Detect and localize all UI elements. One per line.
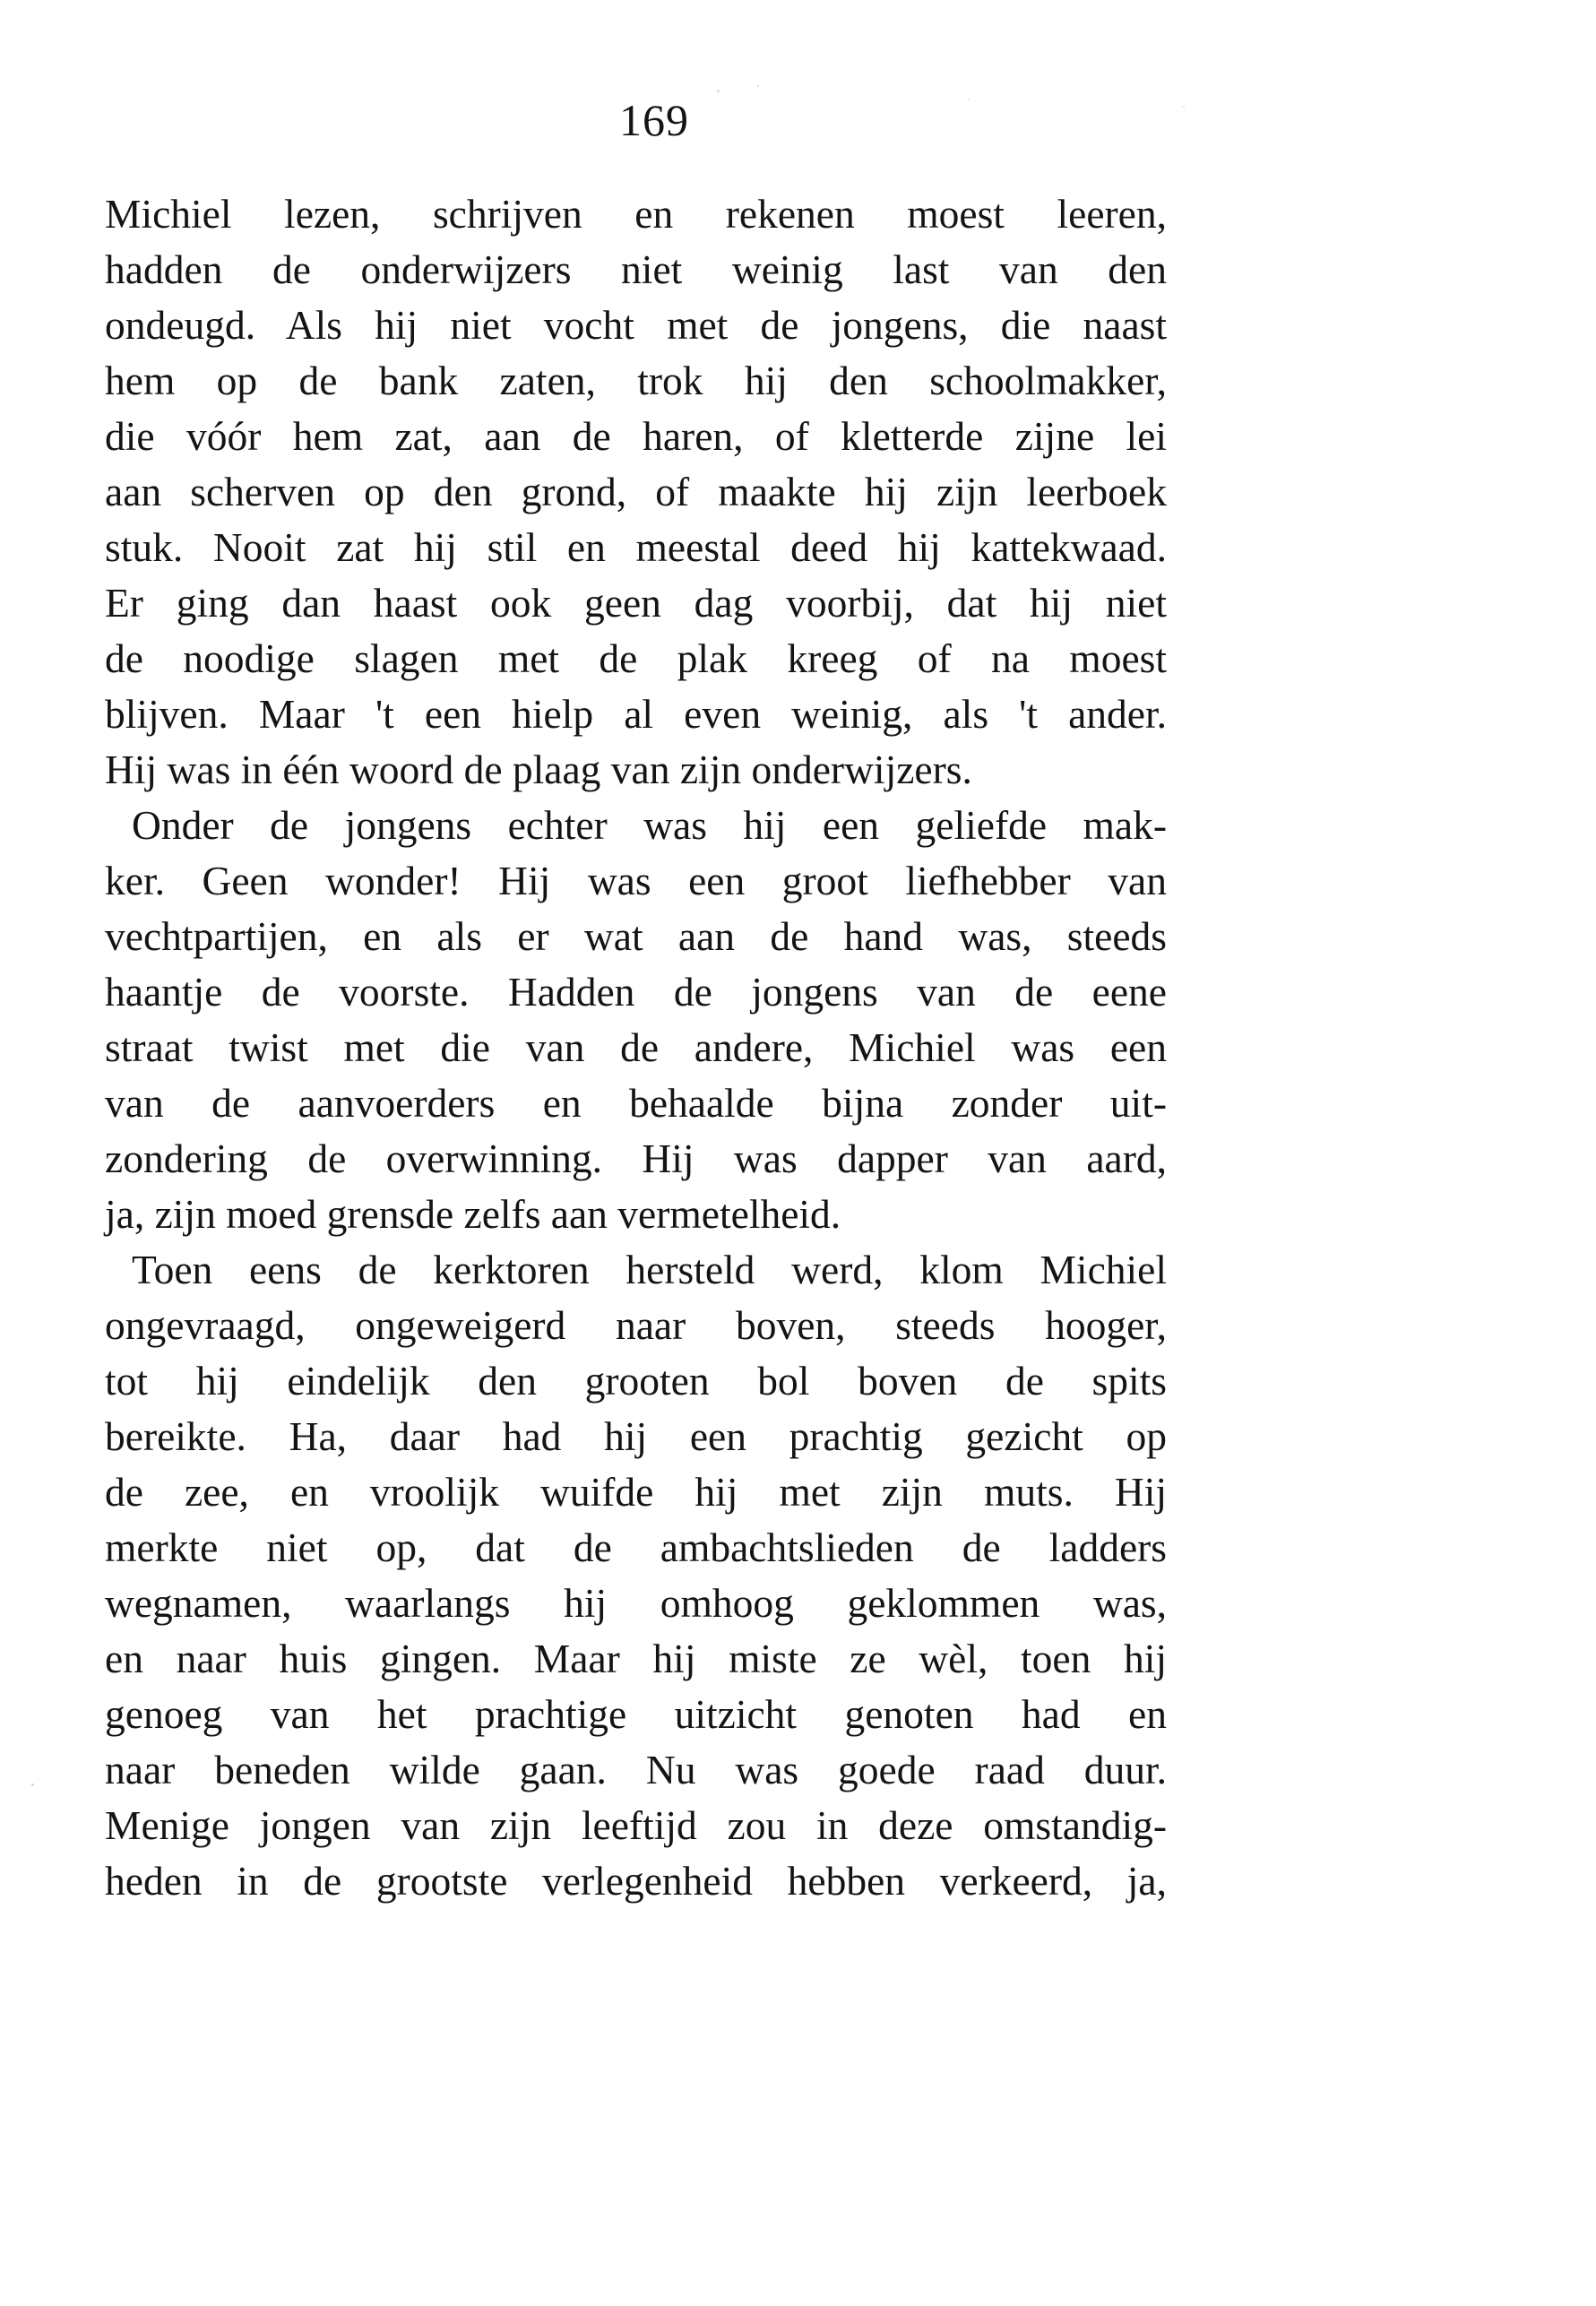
text-line: en naar huis gingen. Maar hij miste ze wèl, toen hij	[105, 1636, 1167, 1681]
scan-speck	[757, 85, 759, 87]
text-line: aan scherven op den grond, of maakte hij zijn leerboek	[105, 469, 1167, 514]
page-number: 169	[619, 95, 689, 145]
text-line: genoeg van het prachtige uitzicht genoten had en	[105, 1691, 1167, 1737]
scan-speck	[717, 90, 720, 92]
text-line: straat twist met die van de andere, Michiel was een	[105, 1024, 1167, 1070]
text-line: Onder de jongens echter was hij een geliefde mak-	[132, 802, 1167, 848]
text-line: haantje de voorste. Hadden de jongens van de eene	[105, 969, 1167, 1015]
text-line: merkte niet op, dat de ambachtslieden de ladders	[105, 1524, 1167, 1570]
text-line: hadden de onderwijzers niet weinig last van den	[105, 246, 1167, 292]
text-line: tot hij eindelijk den grooten bol boven de spits	[105, 1358, 1167, 1403]
text-line: ongevraagd, ongeweigerd naar boven, steeds hooger,	[105, 1302, 1167, 1348]
text-line: heden in de grootste verlegenheid hebben verkeerd, ja,	[105, 1858, 1167, 1904]
body-text	[105, 186, 1167, 1909]
text-line: zondering de overwinning. Hij was dapper van aard,	[105, 1136, 1167, 1181]
text-line: hem op de bank zaten, trok hij den schoolmakker,	[105, 358, 1167, 403]
text-line: die vóór hem zat, aan de haren, of kletterde zijne lei	[105, 413, 1167, 459]
text-line: Menige jongen van zijn leeftijd zou in deze omstandig-	[105, 1802, 1167, 1848]
scan-speck	[31, 1783, 34, 1786]
text-line: wegnamen, waarlangs hij omhoog geklommen was,	[105, 1580, 1167, 1626]
text-line: Er ging dan haast ook geen dag voorbij, dat hij niet	[105, 580, 1167, 626]
text-line: van de aanvoerders en behaalde bijna zonder uit-	[105, 1080, 1167, 1126]
text-line: de noodige slagen met de plak kreeg of na moest	[105, 635, 1167, 681]
text-line: ondeugd. Als hij niet vocht met de jongens, die naast	[105, 302, 1167, 348]
text-line: naar beneden wilde gaan. Nu was goede raad duur.	[105, 1747, 1167, 1792]
text-line: ja, zijn moed grensde zelfs aan vermetelheid.	[105, 1191, 841, 1237]
text-line: blijven. Maar 't een hielp al even weinig, als 't ander.	[105, 691, 1167, 737]
text-line: vechtpartijen, en als er wat aan de hand was, steeds	[105, 913, 1167, 959]
scan-speck	[1183, 106, 1185, 108]
text-line: bereikte. Ha, daar had hij een prachtig gezicht op	[105, 1413, 1167, 1459]
text-line: de zee, en vroolijk wuifde hij met zijn muts. Hij	[105, 1469, 1167, 1515]
text-line: ker. Geen wonder! Hij was een groot liefhebber van	[105, 858, 1167, 903]
text-line: stuk. Nooit zat hij stil en meestal deed hij kattekwaad.	[105, 524, 1167, 570]
text-line: Hij was in één woord de plaag van zijn onderwijzers.	[105, 747, 972, 792]
text-line: Michiel lezen, schrijven en rekenen moest leeren,	[105, 191, 1167, 237]
scan-speck	[968, 99, 970, 100]
text-line: Toen eens de kerktoren hersteld werd, klom Michiel	[132, 1247, 1167, 1292]
